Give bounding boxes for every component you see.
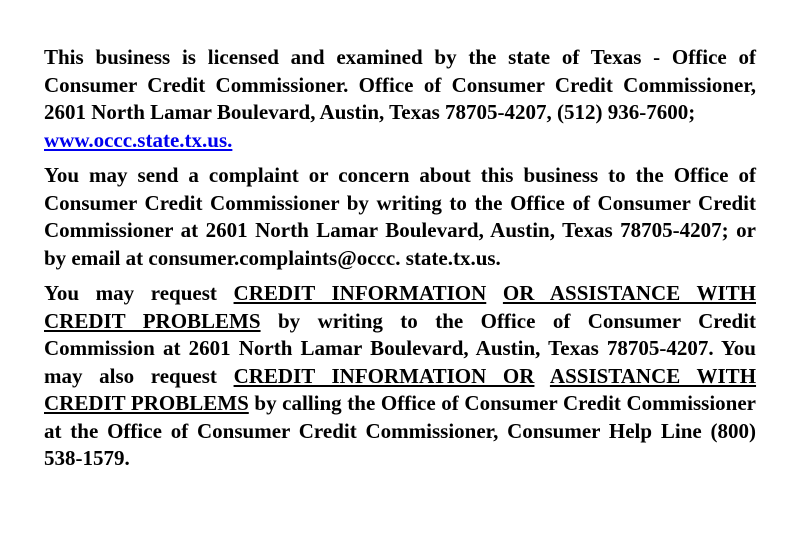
licensing-paragraph [44, 44, 756, 154]
assistance-underlined-2: ASSISTANCE WITH CREDIT PROBLEMS [44, 363, 757, 415]
assistance-text-3: by calling the Office of Consumer Credit Commissioner at the Office of Consumer Credit Commissioner, Consumer Help Line (800) 538-1579. [44, 391, 757, 470]
licensing-text: This business is licensed and examined by the state of Texas - Office of Consumer Credit Commissioner. Office of Consumer Credit Commissioner, 2601 North Lamar Boulevard, Austin, Texas 78705-4207, (512) 936-7600; [44, 45, 756, 124]
complaint-paragraph [44, 162, 756, 272]
complaint-text: You may send a complaint or concern about this business to the Office of Consumer Credit Commissioner by writing to the Office of Consumer Credit Commissioner at 2601 North Lamar Boulevard, Austin, Texas 78705-4207; or by email at consumer.complaints@occc. state.tx.us. [44, 163, 756, 270]
disclosure-document [44, 44, 756, 481]
assistance-underlined-1: OR ASSISTANCE WITH CREDIT PROBLEMS [44, 281, 756, 333]
assistance-paragraph [44, 280, 756, 473]
assistance-text-1: You may request [44, 281, 217, 305]
credit-information-underlined-2: CREDIT INFORMATION OR [233, 363, 535, 388]
credit-information-underlined-1: CREDIT INFORMATION [233, 281, 487, 305]
occc-website-link[interactable]: www.occc.state.tx.us. [44, 127, 233, 152]
assistance-text-2: by writing to the Office of Consumer Credit Commission at 2601 North Lamar Boulevard, Austin, Texas 78705-4207. You may also request [44, 308, 757, 388]
